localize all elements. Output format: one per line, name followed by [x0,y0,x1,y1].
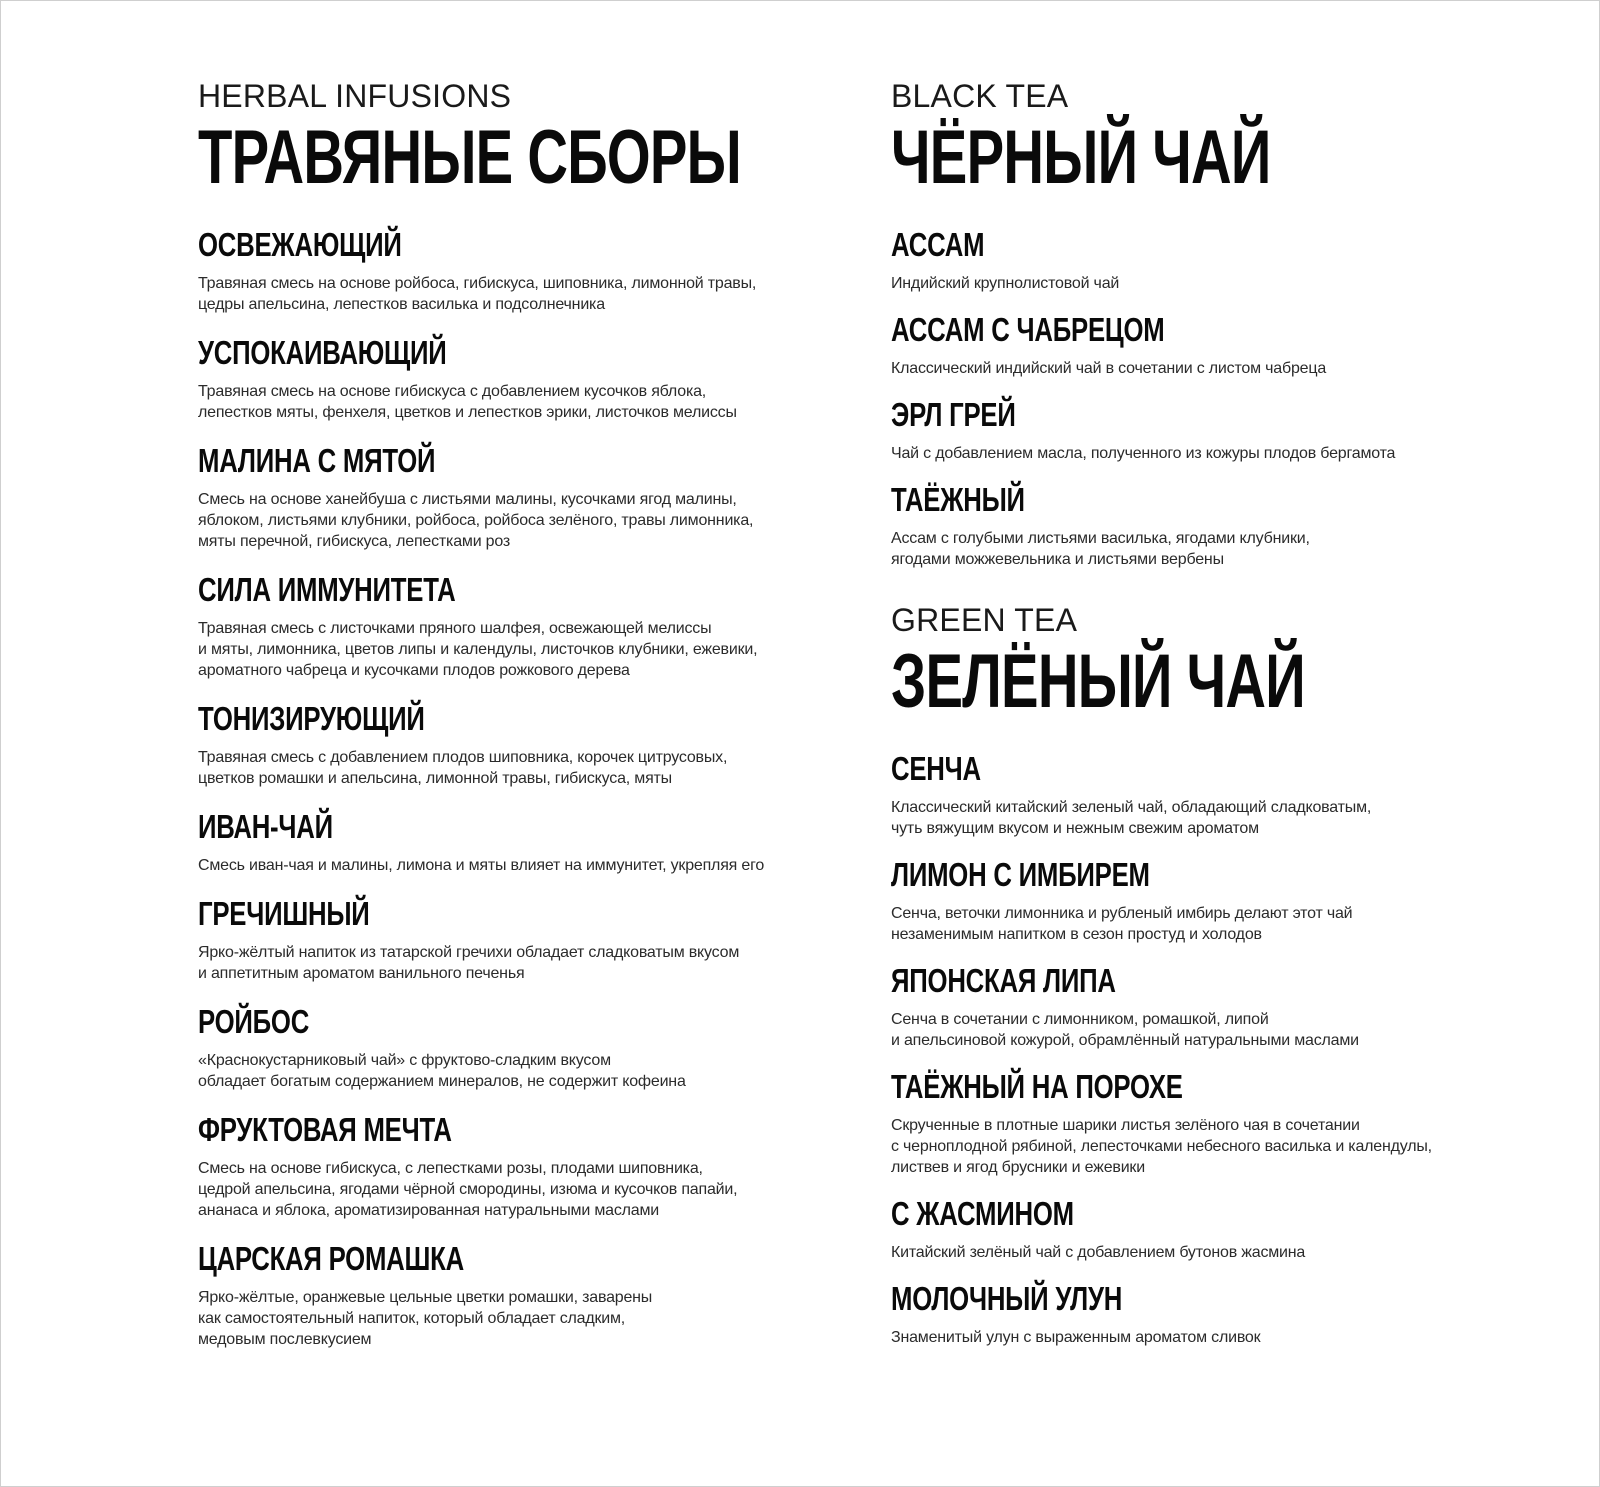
item-name: ТАЁЖНЫЙ [891,481,1025,518]
herbal-list [198,226,838,1350]
item-name: СИЛА ИММУНИТЕТА [198,571,456,608]
menu-item [198,442,838,552]
menu-item [891,1280,1531,1348]
menu-item [891,962,1531,1051]
item-description: Чай с добавлением масла, полученного из кожуры плодов бергамота [891,445,1396,462]
menu-item [198,226,838,315]
item-name: ТАЁЖНЫЙ НА ПОРОХЕ [891,1068,1183,1105]
item-name: ФРУКТОВАЯ МЕЧТА [198,1111,452,1148]
menu-item [891,396,1531,464]
item-description: Знаменитый улун с выраженным ароматом сливок [891,1329,1261,1346]
menu-item [198,808,838,876]
item-description: Классический китайский зеленый чай, обладающий сладковатым, чуть вяжущим вкусом и нежным свежим ароматом [891,799,1372,837]
item-description: Сенча, веточки лимонника и рубленый имбирь делают этот чай незаменимым напитком в сезон простуд и холодов [891,905,1353,943]
item-description: Смесь на основе ханейбуша с листьями малины, кусочками ягод малины, яблоком, листьями клубники, ройбоса, ройбоса зелёного, травы лимонника, мяты перечной, гибискуса, лепестками роз [198,491,754,550]
herbal-title-ru: ТРАВЯНЫЕ СБОРЫ [198,115,741,200]
menu-item [198,1240,838,1350]
item-description: Китайский зелёный чай с добавлением бутонов жасмина [891,1244,1306,1261]
green-title-ru: ЗЕЛЁНЫЙ ЧАЙ [891,639,1305,724]
item-description: Смесь на основе гибискуса, с лепестками розы, плодами шиповника, цедрой апельсина, ягодами чёрной смородины, изюма и кусочков папайи, ананаса и яблока, ароматизированная натуральными маслами [198,1160,738,1219]
green-tea-section [891,602,1531,1348]
item-description: Травяная смесь с листочками пряного шалфея, освежающей мелиссы и мяты, лимонника, цветов липы и календулы, листочков клубники, ежевики, ароматного чабреца и кусочками плодов рожкового дерева [198,620,758,679]
item-name: ГРЕЧИШНЫЙ [198,895,370,932]
item-description: Травяная смесь на основе гибискуса с добавлением кусочков яблока, лепестков мяты, фенхеля, цветков и лепестков эрики, листочков мелиссы [198,383,737,421]
item-description: Ярко-жёлтый напиток из татарской гречихи обладает сладковатым вкусом и аппетитным ароматом ванильного печенья [198,944,740,982]
menu-item [891,856,1531,945]
item-description: Ассам с голубыми листьями василька, ягодами клубники, ягодами можжевельника и листьями вербены [891,530,1310,568]
item-description: Ярко-жёлтые, оранжевые цельные цветки ромашки, заварены как самостоятельный напиток, который обладает сладким, медовым послевкусием [198,1289,653,1348]
item-name: УСПОКАИВАЮЩИЙ [198,334,447,371]
green-title-en: GREEN TEA [891,602,1078,638]
menu-item [891,481,1531,570]
item-description: Скрученные в плотные шарики листья зелёного чая в сочетании с черноплодной рябиной, лепесточками небесного василька и календулы, листвев и ягод брусники и ежевики [891,1117,1432,1176]
tea-column [891,78,1531,1365]
item-description: Смесь иван-чая и малины, лимона и мяты влияет на иммунитет, укрепляя его [198,857,765,874]
item-name: РОЙБОС [198,1003,310,1040]
item-name: СЕНЧА [891,750,981,787]
item-name: ЭРЛ ГРЕЙ [891,396,1016,433]
herbal-title-en: HERBAL INFUSIONS [198,78,512,114]
item-name: ЯПОНСКАЯ ЛИПА [891,962,1116,999]
item-description: Травяная смесь на основе ройбоса, гибискуса, шиповника, лимонной травы, цедры апельсина, лепестков василька и подсолнечника [198,275,757,313]
item-name: ИВАН-ЧАЙ [198,808,333,845]
menu-item [198,334,838,423]
menu-item [198,895,838,984]
item-name: МАЛИНА С МЯТОЙ [198,442,436,479]
menu-item [198,1111,838,1221]
menu-item [198,1003,838,1092]
item-name: ЛИМОН С ИМБИРЕМ [891,856,1150,893]
item-name: АССАМ [891,226,985,263]
item-name: МОЛОЧНЫЙ УЛУН [891,1280,1123,1317]
black-tea-list [891,226,1531,570]
item-description: «Краснокустарниковый чай» с фруктово-сладким вкусом обладает богатым содержанием минералов, не содержит кофеина [198,1052,686,1090]
item-name: ОСВЕЖАЮЩИЙ [198,226,402,263]
menu-item [891,311,1531,379]
item-name: АССАМ С ЧАБРЕЦОМ [891,311,1165,348]
menu-item [891,750,1531,839]
item-description: Сенча в сочетании с лимонником, ромашкой, липой и апельсиновой кожурой, обрамлённый натуральными маслами [891,1011,1359,1049]
menu-item [198,571,838,681]
item-name: ЦАРСКАЯ РОМАШКА [198,1240,465,1277]
menu-item [198,700,838,789]
herbal-column [198,78,838,1369]
item-description: Индийский крупнолистовой чай [891,275,1120,292]
black-title-en: BLACK TEA [891,78,1069,114]
black-title-ru: ЧЁРНЫЙ ЧАЙ [891,115,1271,200]
green-tea-list [891,750,1531,1348]
item-description: Травяная смесь с добавлением плодов шиповника, корочек цитрусовых, цветков ромашки и апельсина, лимонной травы, гибискуса, мяты [198,749,728,787]
item-name: С ЖАСМИНОМ [891,1195,1074,1232]
item-name: ТОНИЗИРУЮЩИЙ [198,700,425,737]
menu-item [891,1195,1531,1263]
menu-item [891,226,1531,294]
menu-item [891,1068,1531,1178]
item-description: Классический индийский чай в сочетании с листом чабреца [891,360,1327,377]
